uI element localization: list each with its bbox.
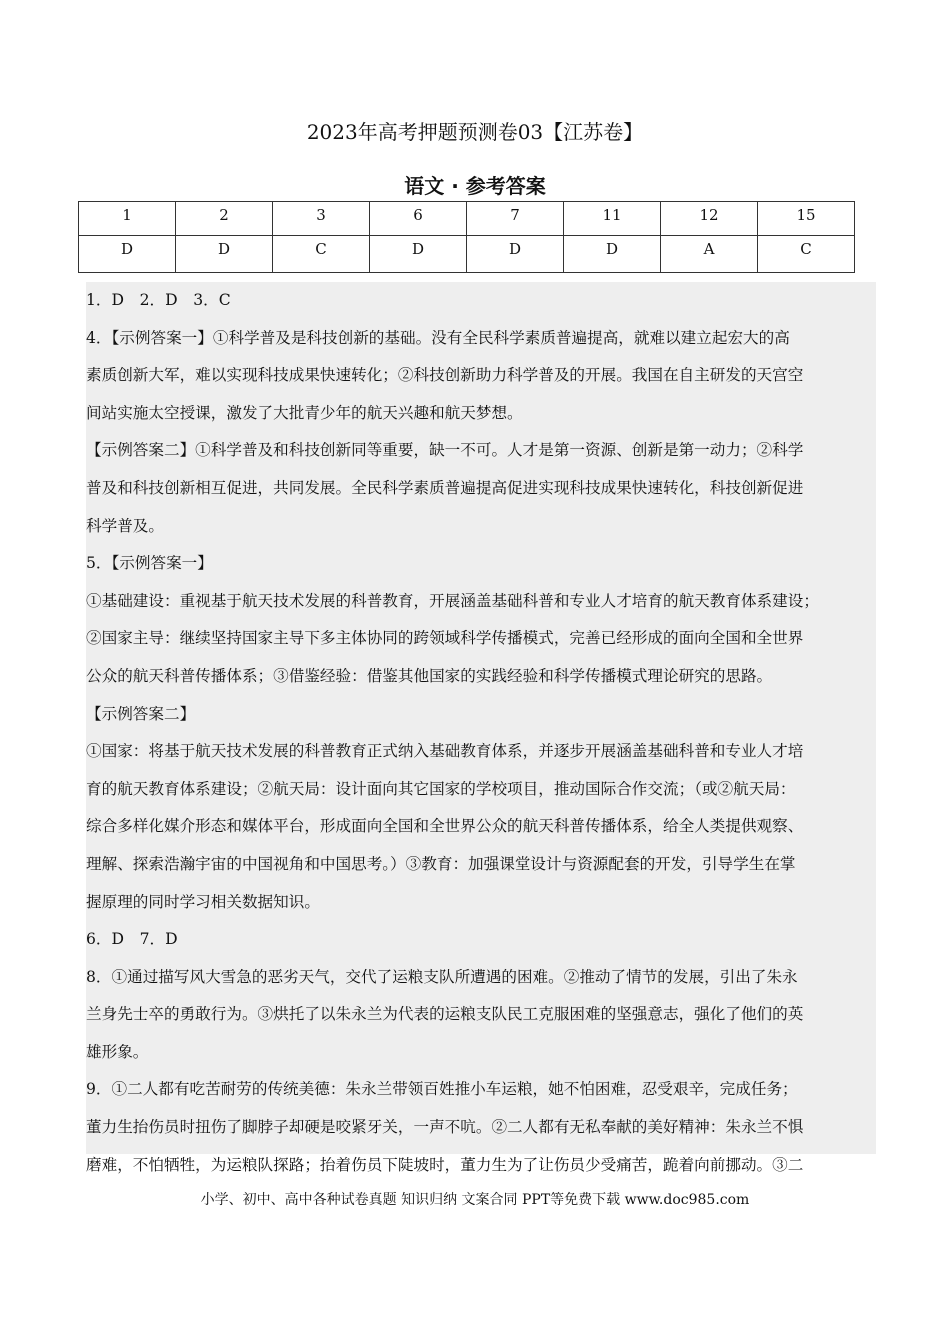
answer-cell: A	[661, 236, 758, 273]
text-line: 【示例答案二】①科学普及和科技创新同等重要，缺一不可。人才是第一资源、创新是第一动力；②科学	[86, 441, 804, 460]
answer-cell: D	[564, 236, 661, 273]
text-line: ②国家主导：继续坚持国家主导下多主体协同的跨领域科学传播模式，完善已经形成的面向全国和全世界	[86, 629, 804, 648]
text-line: 素质创新大军，难以实现科技成果快速转化；②科技创新助力科学普及的开展。我国在自主研发的天宫空	[86, 366, 804, 385]
answer-explanations	[86, 282, 876, 1174]
answer-cell: C	[758, 236, 855, 273]
text-line: 磨难，不怕牺牲，为运粮队探路；抬着伤员下陡坡时，董力生为了让伤员少受痛苦，跪着向前挪动。③二	[86, 1155, 804, 1174]
text-line: 6．D 7．D	[86, 930, 178, 949]
text-line: 综合多样化媒介形态和媒体平台，形成面向全国和全世界公众的航天科普传播体系，给全人类提供观察、	[86, 817, 804, 836]
text-line: 4．【示例答案一】①科学普及是科技创新的基础。没有全民科学素质普遍提高，就难以建立起宏大的高	[86, 328, 790, 347]
text-line: 8．①通过描写风大雪急的恶劣天气，交代了运粮支队所遭遇的困难。②推动了情节的发展，引出了朱永	[86, 967, 798, 986]
answer-row	[79, 236, 855, 273]
text-line: 理解、探索浩瀚宇宙的中国视角和中国思考。）③教育：加强课堂设计与资源配套的开发，引导学生在掌	[86, 854, 796, 873]
text-line: 9．①二人都有吃苦耐劳的传统美德：朱永兰带领百姓推小车运粮，她不怕困难，忍受艰辛，完成任务；	[86, 1080, 798, 1099]
answer-cell: C	[273, 236, 370, 273]
text-line: 握原理的同时学习相关数据知识。	[86, 892, 320, 911]
text-line: 雄形象。	[86, 1042, 149, 1061]
question-number-cell: 15	[758, 202, 855, 236]
answer-cell: D	[176, 236, 273, 273]
question-number-cell: 7	[467, 202, 564, 236]
question-number-cell: 6	[370, 202, 467, 236]
text-line: 兰身先士卒的勇敢行为。③烘托了以朱永兰为代表的运粮支队民工克服困难的坚强意志，强化了他们的英	[86, 1005, 804, 1024]
question-number-cell: 3	[273, 202, 370, 236]
text-line: 公众的航天科普传播体系；③借鉴经验：借鉴其他国家的实践经验和科学传播模式理论研究的思路。	[86, 666, 773, 685]
question-number-row	[79, 202, 855, 236]
text-line: ①国家：将基于航天技术发展的科普教育正式纳入基础教育体系，并逐步开展涵盖基础科普和专业人才培	[86, 742, 804, 761]
page-title: 2023年高考押题预测卷03【江苏卷】	[306, 120, 644, 144]
question-number-cell: 12	[661, 202, 758, 236]
answer-table	[78, 201, 855, 273]
question-number-cell: 11	[564, 202, 661, 236]
answer-cell: D	[370, 236, 467, 273]
question-number-cell: 1	[79, 202, 176, 236]
text-line: 董力生抬伤员时扭伤了脚脖子却硬是咬紧牙关，一声不吭。②二人都有无私奉献的美好精神：朱永兰不惧	[86, 1118, 804, 1137]
text-line: ①基础建设：重视基于航天技术发展的科普教育，开展涵盖基础科普和专业人才培育的航天教育体系建设；	[86, 591, 819, 610]
text-line: 科学普及。	[86, 516, 164, 535]
text-line: 【示例答案二】	[86, 704, 196, 723]
answer-cell: D	[79, 236, 176, 273]
text-line: 5．【示例答案一】	[86, 554, 213, 573]
page-footer: 小学、初中、高中各种试卷真题 知识归纳 文案合同 PPT等免费下载 www.doc985.com	[200, 1192, 750, 1208]
question-number-cell: 2	[176, 202, 273, 236]
text-line: 间站实施太空授课，激发了大批青少年的航天兴趣和航天梦想。	[86, 403, 523, 422]
text-line: 1．D 2．D 3．C	[86, 291, 231, 309]
answer-cell: D	[467, 236, 564, 273]
text-line: 普及和科技创新相互促进，共同发展。全民科学素质普遍提高促进实现科技成果快速转化，科技创新促进	[86, 478, 804, 497]
text-line: 育的航天教育体系建设；②航天局：设计面向其它国家的学校项目，推动国际合作交流；（或②航天局：	[86, 779, 796, 798]
page-subtitle: 语文 · 参考答案	[404, 174, 546, 198]
